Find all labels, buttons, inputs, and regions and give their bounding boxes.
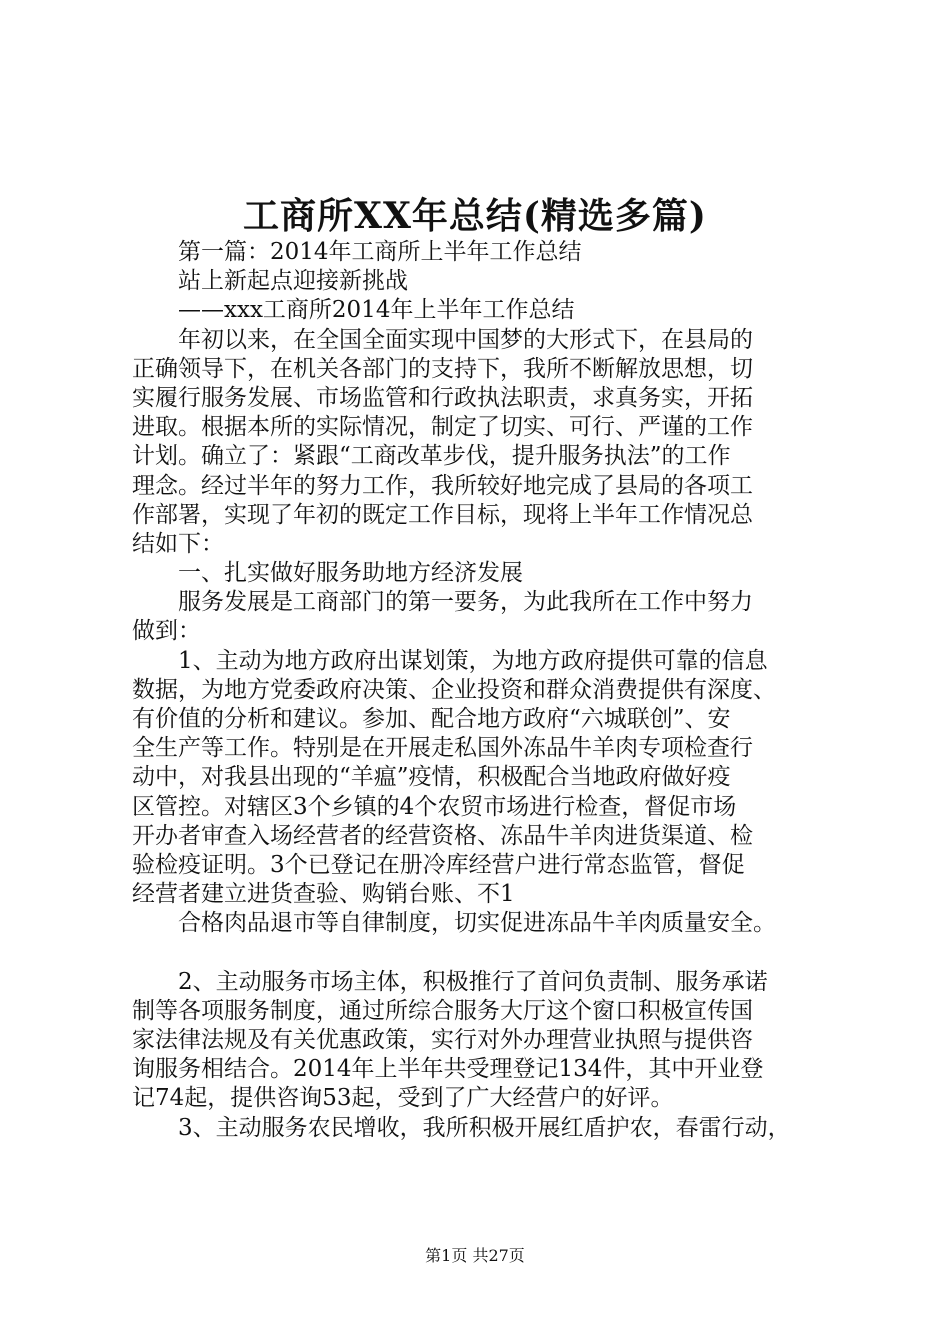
paragraph-line: 制等各项服务制度，通过所综合服务大厅这个窗口积极宣传国 [132,997,753,1024]
paragraph-line: 全生产等工作。特别是在开展走私国外冻品牛羊肉专项检查行 [132,735,753,762]
paragraph-line: 家法律法规及有关优惠政策，实行对外办理营业执照与提供咨 [132,1027,753,1054]
subtitle-byline: ——xxx工商所2014年上半年工作总结 [178,297,575,324]
paragraph-line: 合格肉品退市等自律制度，切实促进冻品牛羊肉质量安全。 [178,910,776,937]
subtitle: 站上新起点迎接新挑战 [178,268,408,295]
document-body [132,238,832,1143]
document-title: 工商所XX年总结(精选多篇) [243,195,707,237]
paragraph-line: 记74起，提供咨询53起，受到了广大经营户的好评。 [132,1085,674,1112]
paragraph-line: 正确领导下，在机关各部门的支持下，我所不断解放思想，切 [132,355,753,382]
paragraph-line: 年初以来，在全国全面实现中国梦的大形式下，在县局的 [178,326,753,353]
paragraph-line: 区管控。对辖区3个乡镇的4个农贸市场进行检查，督促市场 [132,793,737,820]
paragraph-line: 2、主动服务市场主体，积极推行了首问负责制、服务承诺 [178,968,768,995]
paragraph-line: 开办者审查入场经营者的经营资格、冻品牛羊肉进货渠道、检 [132,822,753,849]
paragraph-line: 进取。根据本所的实际情况，制定了切实、可行、严谨的工作 [132,414,753,441]
paragraph-line: 结如下： [132,530,224,557]
section-heading: 一、扎实做好服务助地方经济发展 [178,560,523,587]
paragraph-line: 作部署，实现了年初的既定工作目标，现将上半年工作情况总 [132,501,753,528]
paragraph-line: 1、主动为地方政府出谋划策，为地方政府提供可靠的信息 [178,647,768,674]
paragraph-line: 动中，对我县出现的“羊瘟”疫情，积极配合当地政府做好疫 [132,764,731,791]
paragraph-line: 理念。经过半年的努力工作，我所较好地完成了县局的各项工 [132,472,753,499]
paragraph-line: 验检疫证明。3个已登记在册冷库经营户进行常态监管，督促 [132,851,745,878]
paragraph-line: 数据，为地方党委政府决策、企业投资和群众消费提供有深度、 [132,676,776,703]
paragraph-line: 经营者建立进货查验、购销台账、不1 [132,881,515,908]
paragraph-line: 询服务相结合。2014年上半年共受理登记134件，其中开业登 [132,1056,764,1083]
paragraph-line: 做到： [132,618,201,645]
paragraph-line: 计划。确立了：紧跟“工商改革步伐，提升服务执法”的工作 [132,443,731,470]
paragraph-line: 有价值的分析和建议。参加、配合地方政府“六城联创”、安 [132,706,731,732]
blank-line [132,939,832,968]
page-number: 第1页 共27页 [425,1246,525,1265]
paragraph-line: 服务发展是工商部门的第一要务，为此我所在工作中努力 [178,589,753,616]
section-heading: 第一篇：2014年工商所上半年工作总结 [178,239,582,265]
paragraph-line: 3、主动服务农民增收，我所积极开展红盾护农，春雷行动， [178,1114,791,1141]
paragraph-line: 实履行服务发展、市场监管和行政执法职责，求真务实，开拓 [132,384,753,411]
